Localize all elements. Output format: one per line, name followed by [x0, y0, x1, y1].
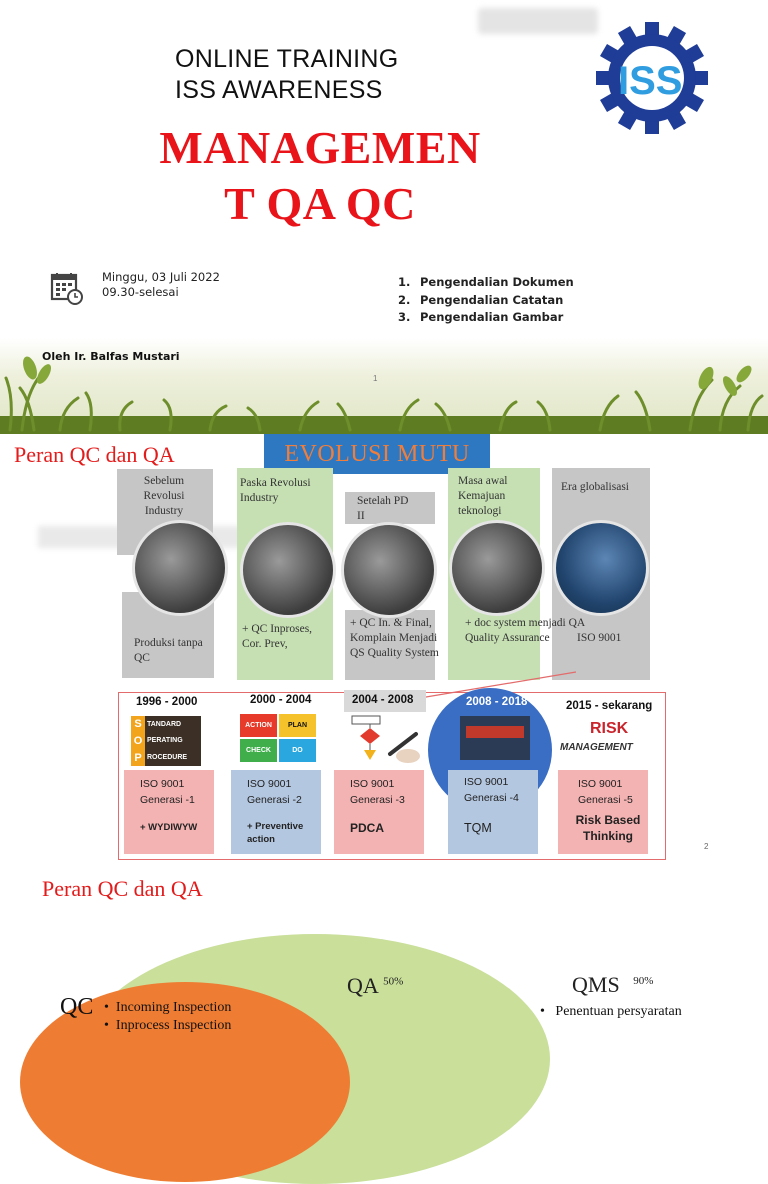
iss-gear-logo	[592, 20, 722, 135]
calendar-clock-icon	[50, 271, 84, 305]
slide-2	[0, 434, 768, 866]
tqm-photo	[460, 716, 530, 760]
qms-text: QMS	[572, 972, 620, 997]
era-description: + QC In. & Final, Komplain Menjadi QS Quality System	[350, 617, 439, 659]
generation-box	[558, 770, 648, 854]
management-word: MANAGEMENT	[560, 742, 633, 753]
historical-photo	[240, 522, 336, 618]
year-range: 2000 - 2004	[250, 694, 312, 706]
worker-photo	[553, 520, 649, 616]
gen-label: Generasi -5	[578, 794, 633, 806]
gen-label: Generasi -2	[247, 794, 302, 806]
qc-item: • Incoming Inspection	[104, 1000, 232, 1015]
agenda-item	[398, 309, 574, 327]
agenda-text: Pengendalian Dokumen	[420, 275, 574, 289]
agenda-num: 2.	[398, 292, 411, 307]
qa-percent: 50%	[383, 975, 404, 988]
qc-item-text: Inprocess Inspection	[115, 1018, 232, 1033]
sop-icon	[131, 716, 201, 766]
era-description: + doc system menjadi QA Quality Assurance	[465, 617, 585, 644]
page-number: 2	[704, 842, 709, 851]
presenter-byline: Oleh Ir. Balfas Mustari	[42, 350, 180, 363]
year-range: 2004 - 2008	[352, 694, 414, 706]
agenda-list	[398, 274, 574, 327]
flowchart-sketch-icon	[350, 714, 422, 766]
gen-standard: ISO 9001	[350, 778, 395, 790]
gen-label: Generasi -4	[464, 792, 519, 804]
qms-percent: 90%	[633, 974, 654, 987]
gen-addition: TQM	[464, 821, 492, 835]
sop-word: ROCEDURE	[147, 754, 188, 762]
agenda-text: Pengendalian Gambar	[420, 310, 564, 324]
heading-line-1: ONLINE TRAINING	[175, 45, 399, 73]
era-description: ISO 9001	[577, 632, 622, 644]
era-label: Masa awal Kemajuan teknologi	[458, 475, 508, 517]
generation-box	[124, 770, 214, 854]
pdca-action: ACTION	[240, 714, 277, 737]
pdca-check: CHECK	[240, 739, 277, 762]
historical-photo	[341, 522, 437, 618]
historical-photo	[132, 520, 228, 616]
title-line-1: MANAGEMEN	[159, 122, 481, 173]
generation-box	[334, 770, 424, 854]
agenda-text: Pengendalian Catatan	[420, 292, 564, 307]
date-line-1: Minggu, 03 Juli 2022	[102, 270, 220, 284]
sop-word: PERATING	[147, 737, 183, 745]
qms-label	[572, 972, 653, 998]
gen-label: Generasi -3	[350, 794, 405, 806]
heading-line-2: ISS AWARENESS	[175, 76, 383, 104]
page-number: 1	[373, 374, 378, 383]
gen-addition: Risk Based Thinking	[575, 813, 641, 843]
training-heading	[175, 44, 399, 106]
gen-addition: PDCA	[350, 821, 385, 835]
era-label: Paska Revolusi Industry	[240, 477, 311, 504]
pdca-do: DO	[279, 739, 316, 762]
slide-title	[140, 120, 500, 232]
slide-3	[0, 866, 768, 1033]
gen-standard: ISO 9001	[464, 776, 509, 788]
event-date	[102, 270, 220, 300]
generation-box	[231, 770, 321, 854]
qa-label	[347, 973, 403, 999]
qc-item: • Inprocess Inspection	[104, 1018, 232, 1033]
sop-letter: O	[133, 734, 143, 747]
gen-standard: ISO 9001	[140, 778, 185, 790]
year-range: 1996 - 2000	[136, 696, 198, 708]
evolution-banner: EVOLUSI MUTU	[264, 434, 490, 474]
era-description: Produksi tanpa QC	[134, 637, 203, 664]
sop-word: TANDARD	[147, 720, 182, 728]
agenda-num: 3.	[398, 310, 411, 324]
gen-addition: + WYDIWYW	[140, 822, 198, 833]
pdca-plan: PLAN	[279, 714, 316, 737]
gen-standard: ISO 9001	[578, 778, 623, 790]
slide-heading: Peran QC dan QA	[14, 442, 175, 467]
qms-item-text: Penentuan persyaratan	[555, 1004, 682, 1019]
slide-1	[0, 0, 768, 434]
qa-text: QA	[347, 973, 378, 998]
agenda-item	[398, 274, 574, 292]
date-line-2: 09.30-selesai	[102, 285, 179, 299]
sop-letter: P	[134, 751, 142, 764]
qms-item: • Penentuan persyaratan	[540, 1004, 682, 1019]
era-description: + QC Inproses, Cor. Prev,	[242, 623, 313, 650]
year-range: 2008 - 2018	[466, 696, 528, 708]
qc-item-text: Incoming Inspection	[115, 1000, 232, 1015]
agenda-item	[398, 292, 574, 310]
risk-management-icon	[560, 716, 640, 762]
redacted-bar	[478, 8, 598, 34]
sop-letter: S	[134, 718, 142, 731]
risk-word: RISK	[590, 720, 629, 737]
pdca-icon	[240, 714, 316, 762]
gen-addition: + Preventive action	[247, 821, 304, 845]
qc-label: QC	[60, 994, 94, 1020]
title-line-2: T QA QC	[224, 178, 416, 229]
logo-text: ISS	[618, 59, 683, 103]
era-label: Sebelum Revolusi Industry	[143, 475, 185, 517]
era-label: Era globalisasi	[560, 481, 630, 493]
agenda-num: 1.	[398, 275, 411, 289]
historical-photo	[449, 520, 545, 616]
gen-standard: ISO 9001	[247, 778, 292, 790]
era-label: Setelah PD II	[357, 495, 409, 522]
generation-box	[448, 770, 538, 854]
gen-label: Generasi -1	[140, 794, 195, 806]
slide-heading: Peran QC dan QA	[42, 876, 203, 901]
year-range: 2015 - sekarang	[566, 700, 653, 712]
